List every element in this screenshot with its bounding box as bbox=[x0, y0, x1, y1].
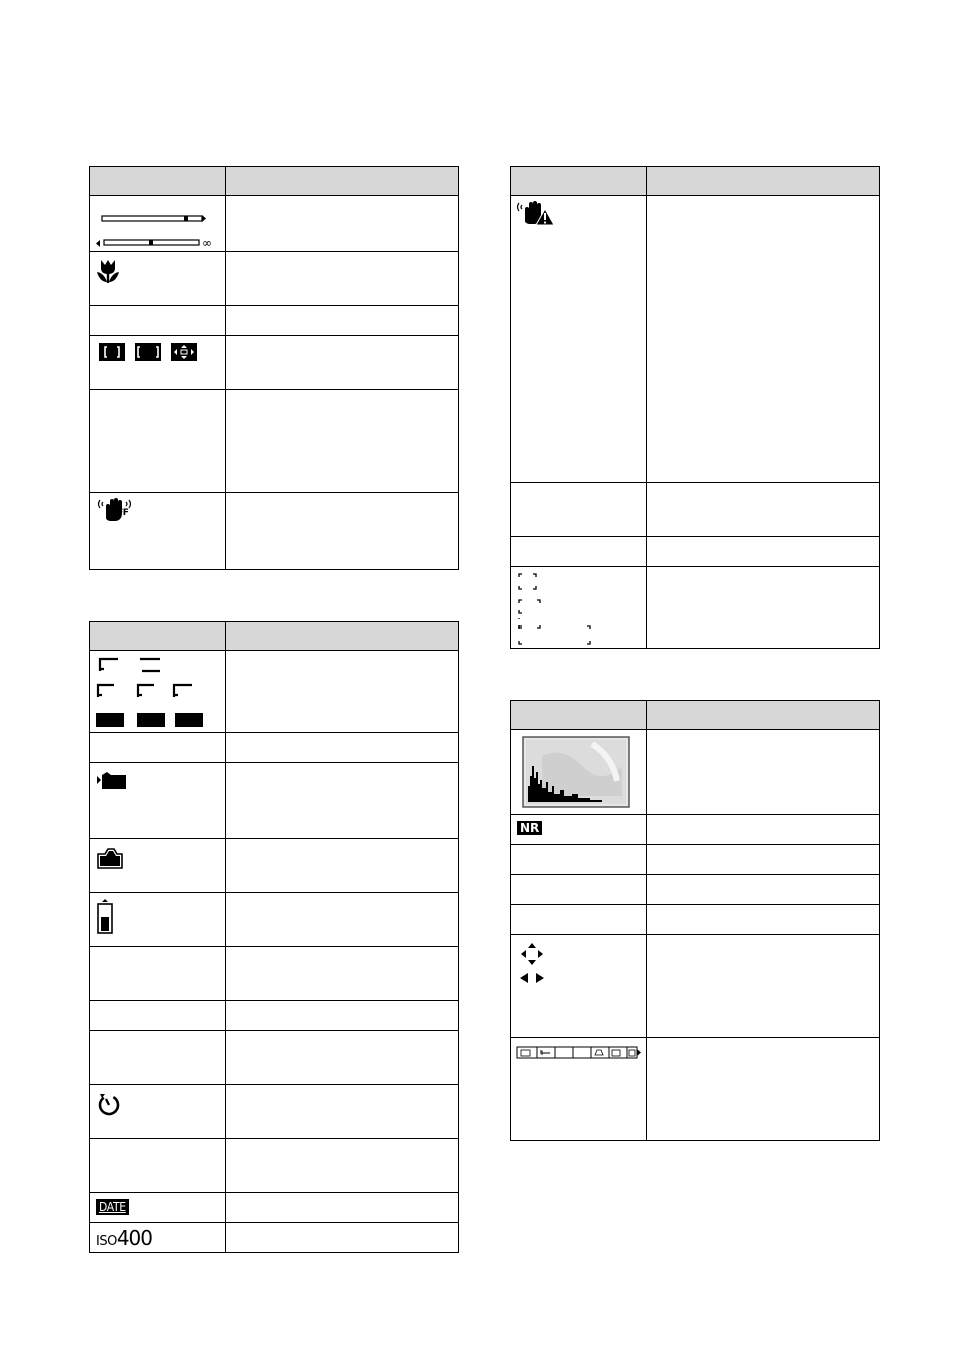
table-row bbox=[90, 493, 459, 570]
table-cell-icon bbox=[90, 336, 226, 390]
table-row bbox=[90, 839, 459, 893]
table-cell-text bbox=[647, 567, 880, 649]
table-cell-icon bbox=[511, 845, 647, 875]
table-header-row bbox=[90, 167, 459, 196]
table-row bbox=[90, 1139, 459, 1193]
table-cell-icon bbox=[511, 196, 647, 483]
battery-remaining-icon bbox=[94, 899, 124, 943]
table-cell-text bbox=[226, 947, 459, 1001]
table-cell-text bbox=[226, 839, 459, 893]
af-range-finder-frame-icons bbox=[90, 341, 220, 371]
svg-text:∞: ∞ bbox=[202, 236, 212, 250]
control-button-arrows-icon bbox=[517, 940, 567, 1000]
table-cell-text bbox=[226, 306, 459, 336]
table-row bbox=[90, 1031, 459, 1085]
table-cell-icon bbox=[90, 763, 226, 839]
header-indication bbox=[226, 167, 459, 196]
table-cell-text bbox=[226, 196, 459, 252]
table-cell-text bbox=[226, 1223, 459, 1253]
header-display bbox=[511, 167, 647, 196]
table-row bbox=[90, 1085, 459, 1139]
table-row bbox=[511, 1038, 880, 1141]
camera-shake-warning-icon bbox=[515, 199, 559, 229]
header-display bbox=[90, 622, 226, 651]
table-cell-text bbox=[647, 875, 880, 905]
table-cell-icon bbox=[90, 196, 226, 252]
table-cell-icon bbox=[511, 537, 647, 567]
table-cell-text bbox=[226, 763, 459, 839]
table-cell-text bbox=[226, 252, 459, 306]
table-row bbox=[511, 875, 880, 905]
table-cell-icon bbox=[90, 839, 226, 893]
table-cell-icon bbox=[90, 947, 226, 1001]
steadyshot-off-label: OFF bbox=[110, 508, 129, 518]
table-cell-text bbox=[226, 1001, 459, 1031]
table-row bbox=[90, 733, 459, 763]
table-b bbox=[89, 621, 459, 1253]
table-cell-text bbox=[226, 1139, 459, 1193]
table-row bbox=[90, 651, 459, 733]
table-cell-icon bbox=[511, 935, 647, 1038]
table-cell-icon bbox=[90, 1139, 226, 1193]
table-row bbox=[90, 1223, 459, 1253]
table-c bbox=[510, 166, 880, 649]
iso-label-prefix: ISO bbox=[96, 1234, 117, 1249]
date-imprint-label: DATE bbox=[99, 1200, 126, 1214]
table-cell-icon bbox=[511, 1038, 647, 1141]
header-indication bbox=[226, 622, 459, 651]
image-size-quality-icons bbox=[90, 651, 220, 733]
table-cell-icon bbox=[90, 893, 226, 947]
table-cell-text bbox=[647, 815, 880, 845]
header-display bbox=[90, 167, 226, 196]
table-d bbox=[510, 700, 880, 1141]
table-row bbox=[90, 1001, 459, 1031]
recording-folder-icon bbox=[96, 846, 136, 876]
table-row bbox=[511, 730, 880, 815]
table-cell-text bbox=[226, 1031, 459, 1085]
manual-focus-scale-icon bbox=[90, 196, 220, 252]
table-row bbox=[90, 1193, 459, 1223]
date-imprint-icon bbox=[96, 1199, 129, 1215]
table-header-row bbox=[90, 622, 459, 651]
header-indication bbox=[647, 167, 880, 196]
table-header-row bbox=[511, 701, 880, 730]
table-cell-text bbox=[647, 730, 880, 815]
table-cell-icon bbox=[90, 390, 226, 493]
table-cell-icon bbox=[90, 1193, 226, 1223]
movie-recording-icon bbox=[95, 769, 135, 793]
table-cell-icon bbox=[511, 875, 647, 905]
table-cell-text bbox=[647, 905, 880, 935]
self-timer-icon bbox=[95, 1090, 125, 1120]
table-row bbox=[511, 935, 880, 1038]
table-cell-icon bbox=[90, 651, 226, 733]
table-cell-text bbox=[226, 390, 459, 493]
af-frame-brackets-icon bbox=[511, 567, 641, 649]
table-cell-icon bbox=[90, 1031, 226, 1085]
menu-toolbar-icons bbox=[511, 1044, 641, 1066]
table-cell-icon bbox=[511, 483, 647, 537]
table-row bbox=[90, 947, 459, 1001]
iso-icon bbox=[96, 1226, 152, 1250]
table-cell-icon bbox=[511, 815, 647, 845]
table-row bbox=[90, 763, 459, 839]
table-row bbox=[90, 893, 459, 947]
table-row bbox=[90, 196, 459, 252]
table-cell-icon bbox=[90, 1085, 226, 1139]
table-cell-text bbox=[647, 483, 880, 537]
table-cell-text bbox=[226, 651, 459, 733]
table-cell-text bbox=[226, 733, 459, 763]
table-cell-icon bbox=[90, 252, 226, 306]
table-cell-text bbox=[647, 845, 880, 875]
table-cell-text bbox=[226, 493, 459, 570]
table-cell-text bbox=[647, 935, 880, 1038]
table-row bbox=[90, 390, 459, 493]
table-row bbox=[90, 306, 459, 336]
table-cell-icon bbox=[90, 493, 226, 570]
table-row bbox=[90, 336, 459, 390]
table-row bbox=[511, 567, 880, 649]
table-header-row bbox=[511, 167, 880, 196]
table-cell-text bbox=[647, 1038, 880, 1141]
table-row bbox=[511, 483, 880, 537]
table-cell-text bbox=[226, 893, 459, 947]
table-cell-icon bbox=[511, 905, 647, 935]
table-row bbox=[511, 537, 880, 567]
iso-value: 400 bbox=[116, 1226, 153, 1250]
header-indication bbox=[647, 701, 880, 730]
table-row bbox=[511, 845, 880, 875]
table-a bbox=[89, 166, 459, 570]
table-cell-icon bbox=[90, 306, 226, 336]
table-cell-icon bbox=[90, 1001, 226, 1031]
table-cell-icon bbox=[511, 567, 647, 649]
table-cell-icon bbox=[511, 730, 647, 815]
table-cell-text bbox=[647, 196, 880, 483]
table-cell-icon bbox=[90, 733, 226, 763]
table-row bbox=[511, 196, 880, 483]
table-row bbox=[90, 252, 459, 306]
table-cell-icon bbox=[90, 1223, 226, 1253]
table-cell-text bbox=[647, 537, 880, 567]
table-row bbox=[511, 905, 880, 935]
noise-reduction-icon: NR bbox=[517, 821, 542, 835]
table-row bbox=[511, 815, 880, 845]
histogram-thumbnail-icon bbox=[522, 736, 632, 810]
table-cell-text bbox=[226, 1085, 459, 1139]
table-cell-text bbox=[226, 1193, 459, 1223]
table-cell-text bbox=[226, 336, 459, 390]
header-display bbox=[511, 701, 647, 730]
macro-tulip-icon bbox=[94, 256, 134, 296]
